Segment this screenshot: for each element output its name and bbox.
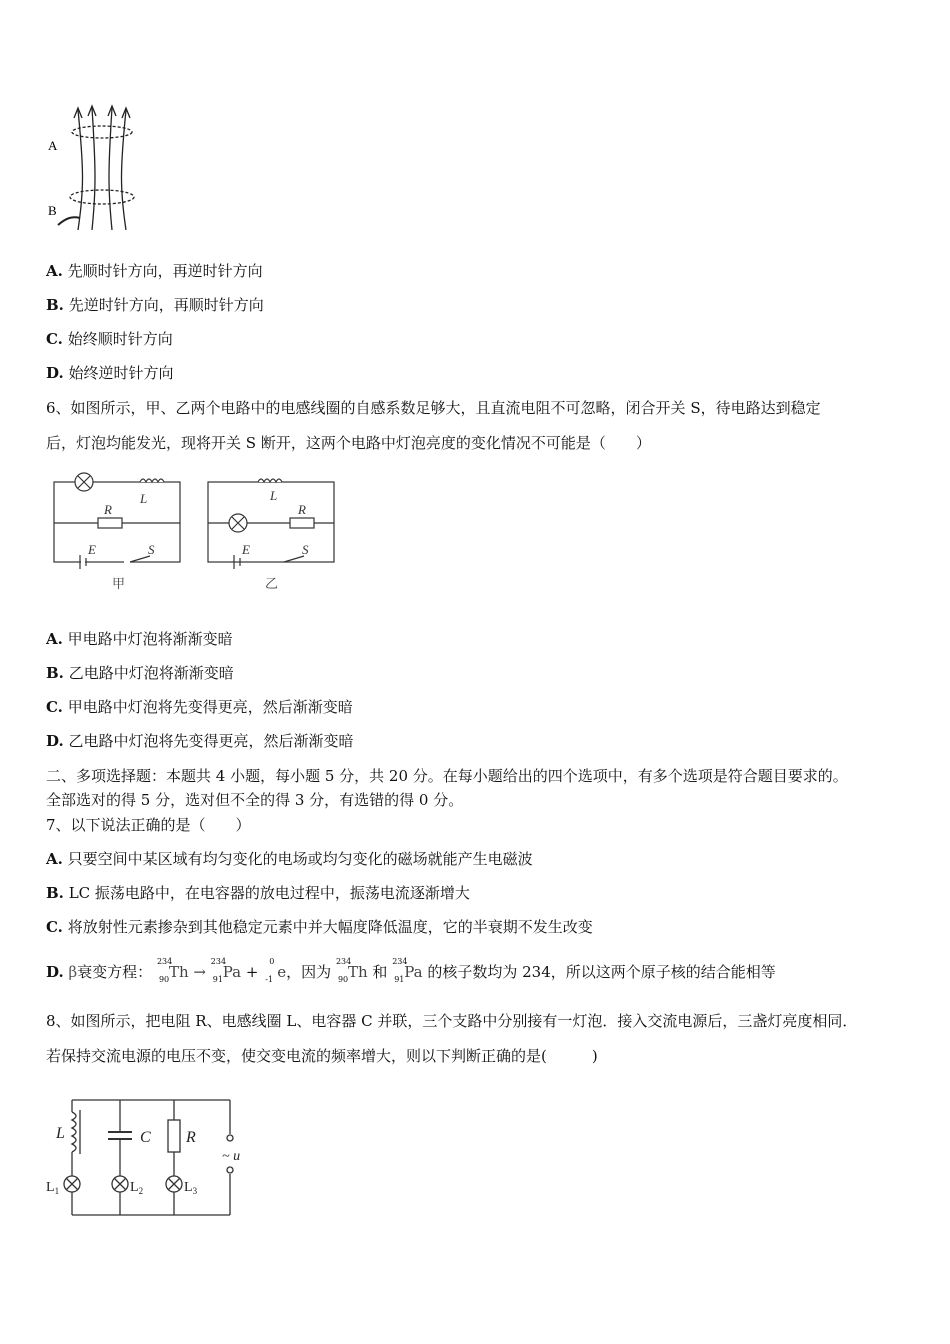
label-b: B xyxy=(48,203,57,218)
q6-option-d[interactable]: D. 乙电路中灯泡将先变得更亮，然后渐渐变暗 xyxy=(46,732,354,750)
q6-option-b[interactable]: B. 乙电路中灯泡将渐渐变暗 xyxy=(46,664,234,682)
yi-label-e: E xyxy=(242,542,250,557)
jia-label-e: E xyxy=(88,542,96,557)
jia-caption: 甲 xyxy=(112,577,126,592)
q6-stem-line2: 后，灯泡均能发光，现将开关 S 断开，这两个电路中灯泡亮度的变化情况不可能是（ ） xyxy=(46,434,651,452)
section2-line2: 全部选对的得 5 分，选对但不全的得 3 分，有选错的得 0 分。 xyxy=(46,791,464,809)
nuclide-pa-2: 234 91 Pa xyxy=(392,957,423,984)
q7-option-b[interactable]: B. LC 振荡电路中，在电容器的放电过程中，振荡电流逐渐增大 xyxy=(46,884,470,902)
q5-option-d[interactable]: D. 始终逆时针方向 xyxy=(46,364,174,382)
yi-label-l: L xyxy=(270,488,278,503)
q7-stem: 7、以下说法正确的是（ ） xyxy=(46,816,251,834)
q5-option-a[interactable]: A. 先顺时针方向，再逆时针方向 xyxy=(46,262,263,280)
label-inductor: L xyxy=(56,1125,65,1142)
nuclide-pa: 234 91 Pa xyxy=(210,957,242,984)
section2-line1: 二、多项选择题：本题共 4 小题，每小题 5 分，共 20 分。在每小题给出的四个选项中，有多个选项是符合题目要求的。 xyxy=(46,767,848,785)
q5-option-b[interactable]: B. 先逆时针方向，再顺时针方向 xyxy=(46,296,264,314)
nuclide-th: 234 90 Th xyxy=(156,957,189,984)
beta-symbol: β xyxy=(68,963,78,981)
label-resistor: R xyxy=(186,1129,196,1146)
q7-option-c[interactable]: C. 将放射性元素掺杂到其他稳定元素中并大幅度降低温度，它的半衰期不发生改变 xyxy=(46,918,593,936)
label-source-u: ~ u xyxy=(222,1149,241,1164)
yi-label-s: S xyxy=(302,542,309,557)
figure-circuits-jia-yi xyxy=(50,470,350,595)
figure-parallel-rlc xyxy=(44,1090,264,1225)
q7-option-a[interactable]: A. 只要空间中某区域有均匀变化的电场或均匀变化的磁场就能产生电磁波 xyxy=(46,850,533,868)
loop-b xyxy=(70,190,134,204)
nuclide-e: 0 -1 e xyxy=(265,957,287,984)
yi-caption: 乙 xyxy=(265,577,279,592)
q6-option-c[interactable]: C. 甲电路中灯泡将先变得更亮，然后渐渐变暗 xyxy=(46,698,353,716)
q8-stem-line1: 8、如图所示，把电阻 R、电感线圈 L、电容器 C 并联，三个支路中分别接有一灯泡．接入交流电源后，三盏灯亮度相同． xyxy=(46,1012,858,1030)
jia-label-r: R xyxy=(104,502,112,517)
q6-stem-line1: 6、如图所示，甲、乙两个电路中的电感线圈的自感系数足够大，且直流电阻不可忽略，闭合开关 S，待电路达到稳定 xyxy=(46,399,821,417)
jia-label-l: L xyxy=(140,491,148,506)
q7-option-d[interactable]: D. β衰变方程： 234 90 Th → 234 91 Pa + 0 -1 e，因为 234 90 Th 和 234 91 Pa 的核子数均为 234，所以这两个原子核的结合能相等 xyxy=(46,957,776,984)
label-lamp-2: $L_2$ xyxy=(130,1180,144,1196)
q5-option-c[interactable]: C. 始终顺时针方向 xyxy=(46,330,173,348)
figure-magnetic-loops xyxy=(44,100,154,235)
q8-stem-line2: 若保持交流电源的电压不变，使交变电流的频率增大，则以下判断正确的是( ) xyxy=(46,1047,598,1065)
label-capacitor: C xyxy=(140,1129,151,1146)
label-lamp-1: $L_1$ xyxy=(46,1180,60,1196)
label-lamp-3: $L_3$ xyxy=(184,1180,198,1196)
yi-label-r: R xyxy=(298,502,306,517)
jia-label-s: S xyxy=(148,542,155,557)
nuclide-th-2: 234 90 Th xyxy=(335,957,368,984)
q6-option-a[interactable]: A. 甲电路中灯泡将渐渐变暗 xyxy=(46,630,233,648)
label-a: A xyxy=(48,138,58,153)
loop-a xyxy=(72,126,132,138)
